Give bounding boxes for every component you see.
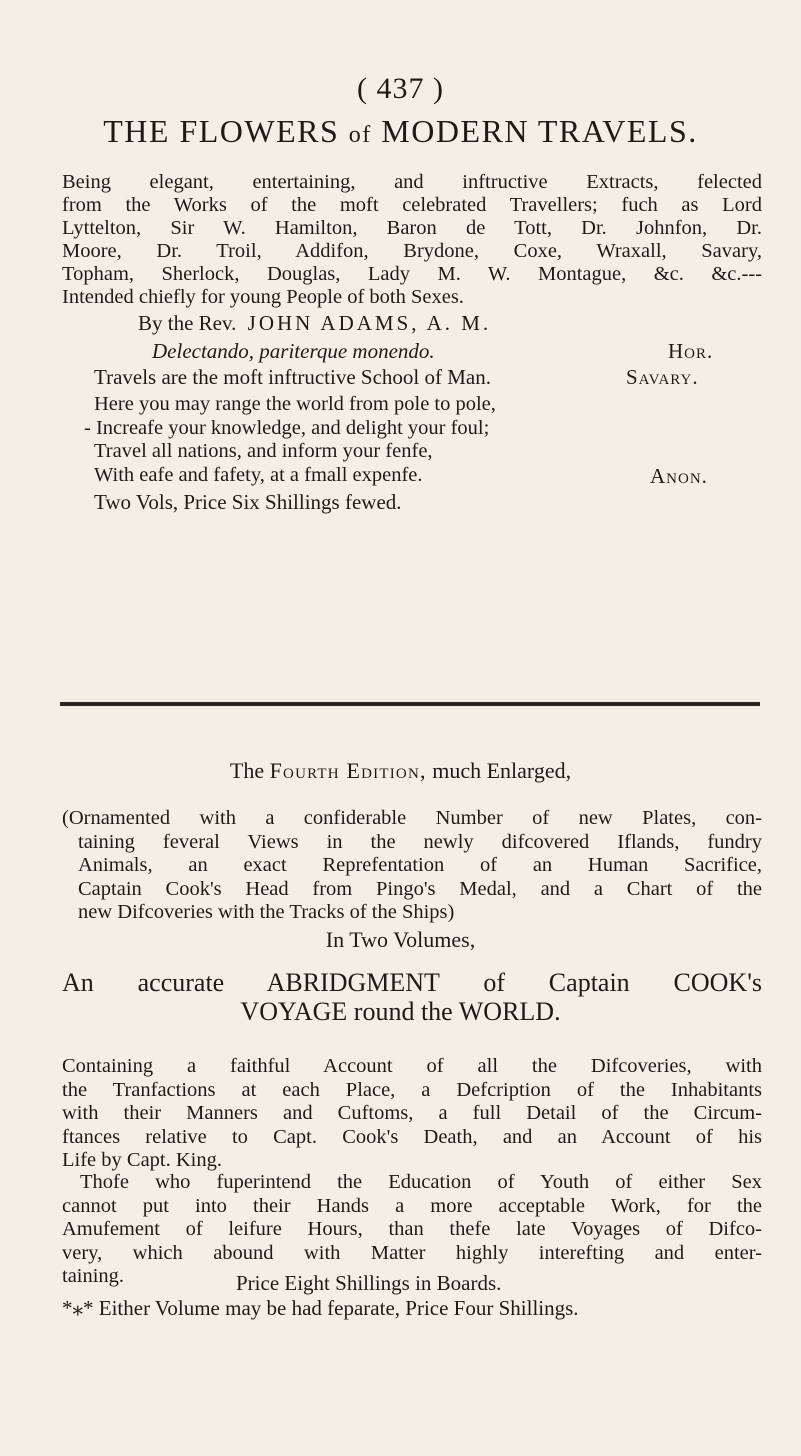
containing-line: the Tranfactions at each Place, a Defcription of the Inhabitants: [62, 1078, 762, 1101]
edition-the: The: [229, 758, 265, 783]
motto-text: Delectando, pariterque monendo.: [152, 339, 435, 363]
containing-line: Containing a faithful Account of all the Difcoveries, with: [62, 1055, 762, 1077]
ornamented-line: new Difcoveries with the Tracks of the Ships): [78, 901, 455, 923]
those-line: Thofe who fuperintend the Education of Youth of either Sex: [80, 1171, 762, 1193]
abridgment-title: accurate ABRIDGMENT of Captain COOK's: [137, 968, 762, 997]
those-line: very, which abound with Matter highly interefting and enter-: [62, 1241, 762, 1264]
abridgment-line-1: [62, 968, 762, 998]
description-line: Topham, Sherlock, Douglas, Lady M. W. Montague, &c. &c.---: [62, 263, 762, 285]
footnote: [62, 1296, 762, 1321]
verse-line: With eafe and fafety, at a fmall expenfe.: [94, 463, 423, 486]
savary-attribution: Savary.: [626, 365, 699, 389]
verse-line: Travel all nations, and inform your fenfe,: [94, 440, 433, 462]
ornamented-paragraph: [62, 807, 762, 925]
edition-number: Fourth Edition,: [269, 758, 427, 783]
containing-paragraph: [62, 1055, 762, 1173]
footnote-text: Either Volume may be had feparate, Price Four Shillings.: [98, 1296, 579, 1320]
heading-part-2: of: [348, 122, 372, 148]
savary-quote: Travels are the moft inftructive School of Man.: [94, 365, 491, 389]
containing-line: with their Manners and Cuftoms, a full Detail of the Circum-: [62, 1102, 762, 1124]
author-prefix: By the Rev.: [138, 311, 237, 335]
edition-line: [0, 758, 801, 784]
author-line: [138, 311, 491, 336]
ornamented-line: (Ornamented with a confiderable Number of new Plates, con-: [62, 807, 762, 829]
description-line: from the Works of the moft celebrated Travellers; fuch as Lord: [62, 194, 762, 216]
those-line: taining.: [62, 1265, 125, 1287]
abridgment-an: An: [62, 968, 94, 997]
description-line: Lyttelton, Sir W. Hamilton, Baron de Tott, Dr. Johnfon, Dr.: [62, 217, 762, 239]
page-number: ( 437 ): [357, 72, 444, 105]
containing-line: Life by Capt. King.: [62, 1149, 222, 1171]
ornamented-line: Animals, an exact Reprefentation of an Human Sacrifice,: [78, 854, 762, 876]
heading-part-3: MODERN TRAVELS.: [381, 113, 698, 149]
verse-attribution: Anon.: [650, 464, 708, 488]
verse-line: - Increafe your knowledge, and delight your foul;: [84, 416, 490, 439]
verse-line: Here you may range the world from pole to pole,: [94, 393, 496, 415]
author-name: JOHN ADAMS, A. M.: [247, 311, 492, 335]
section-heading: [40, 113, 761, 150]
those-line: cannot put into their Hands a more acceptable Work, for the: [62, 1194, 762, 1217]
containing-line: ftances relative to Capt. Cook's Death, and an Account of his: [62, 1125, 762, 1148]
description-line: Being elegant, entertaining, and inftructive Extracts, felected: [62, 171, 762, 193]
those-line: Amufement of leifure Hours, than thefe late Voyages of Difco-: [62, 1218, 762, 1240]
description-line: Intended chiefly for young People of both Sexes.: [62, 286, 464, 308]
price-line-1: Two Vols, Price Six Shillings fewed.: [94, 490, 402, 514]
horizontal-rule: [60, 702, 760, 706]
edition-rest: much Enlarged,: [432, 758, 572, 783]
price-line-2: Price Eight Shillings in Boards.: [236, 1271, 502, 1295]
description-line: Moore, Dr. Troil, Addifon, Brydone, Coxe, Wraxall, Savary,: [62, 240, 762, 262]
volumes-line: In Two Volumes,: [325, 927, 476, 952]
heading-part-1: THE FLOWERS: [103, 113, 340, 149]
ornamented-line: Captain Cook's Head from Pingo's Medal, and a Chart of the: [78, 877, 762, 900]
abridgment-line-2: VOYAGE round the WORLD.: [240, 997, 561, 1026]
ornamented-line: taining feveral Views in the newly difcovered Iflands, fundry: [78, 830, 762, 853]
motto-attribution: Hor.: [668, 339, 714, 363]
description-paragraph: [62, 171, 762, 309]
footnote-mark: *⁎*: [62, 1296, 94, 1320]
